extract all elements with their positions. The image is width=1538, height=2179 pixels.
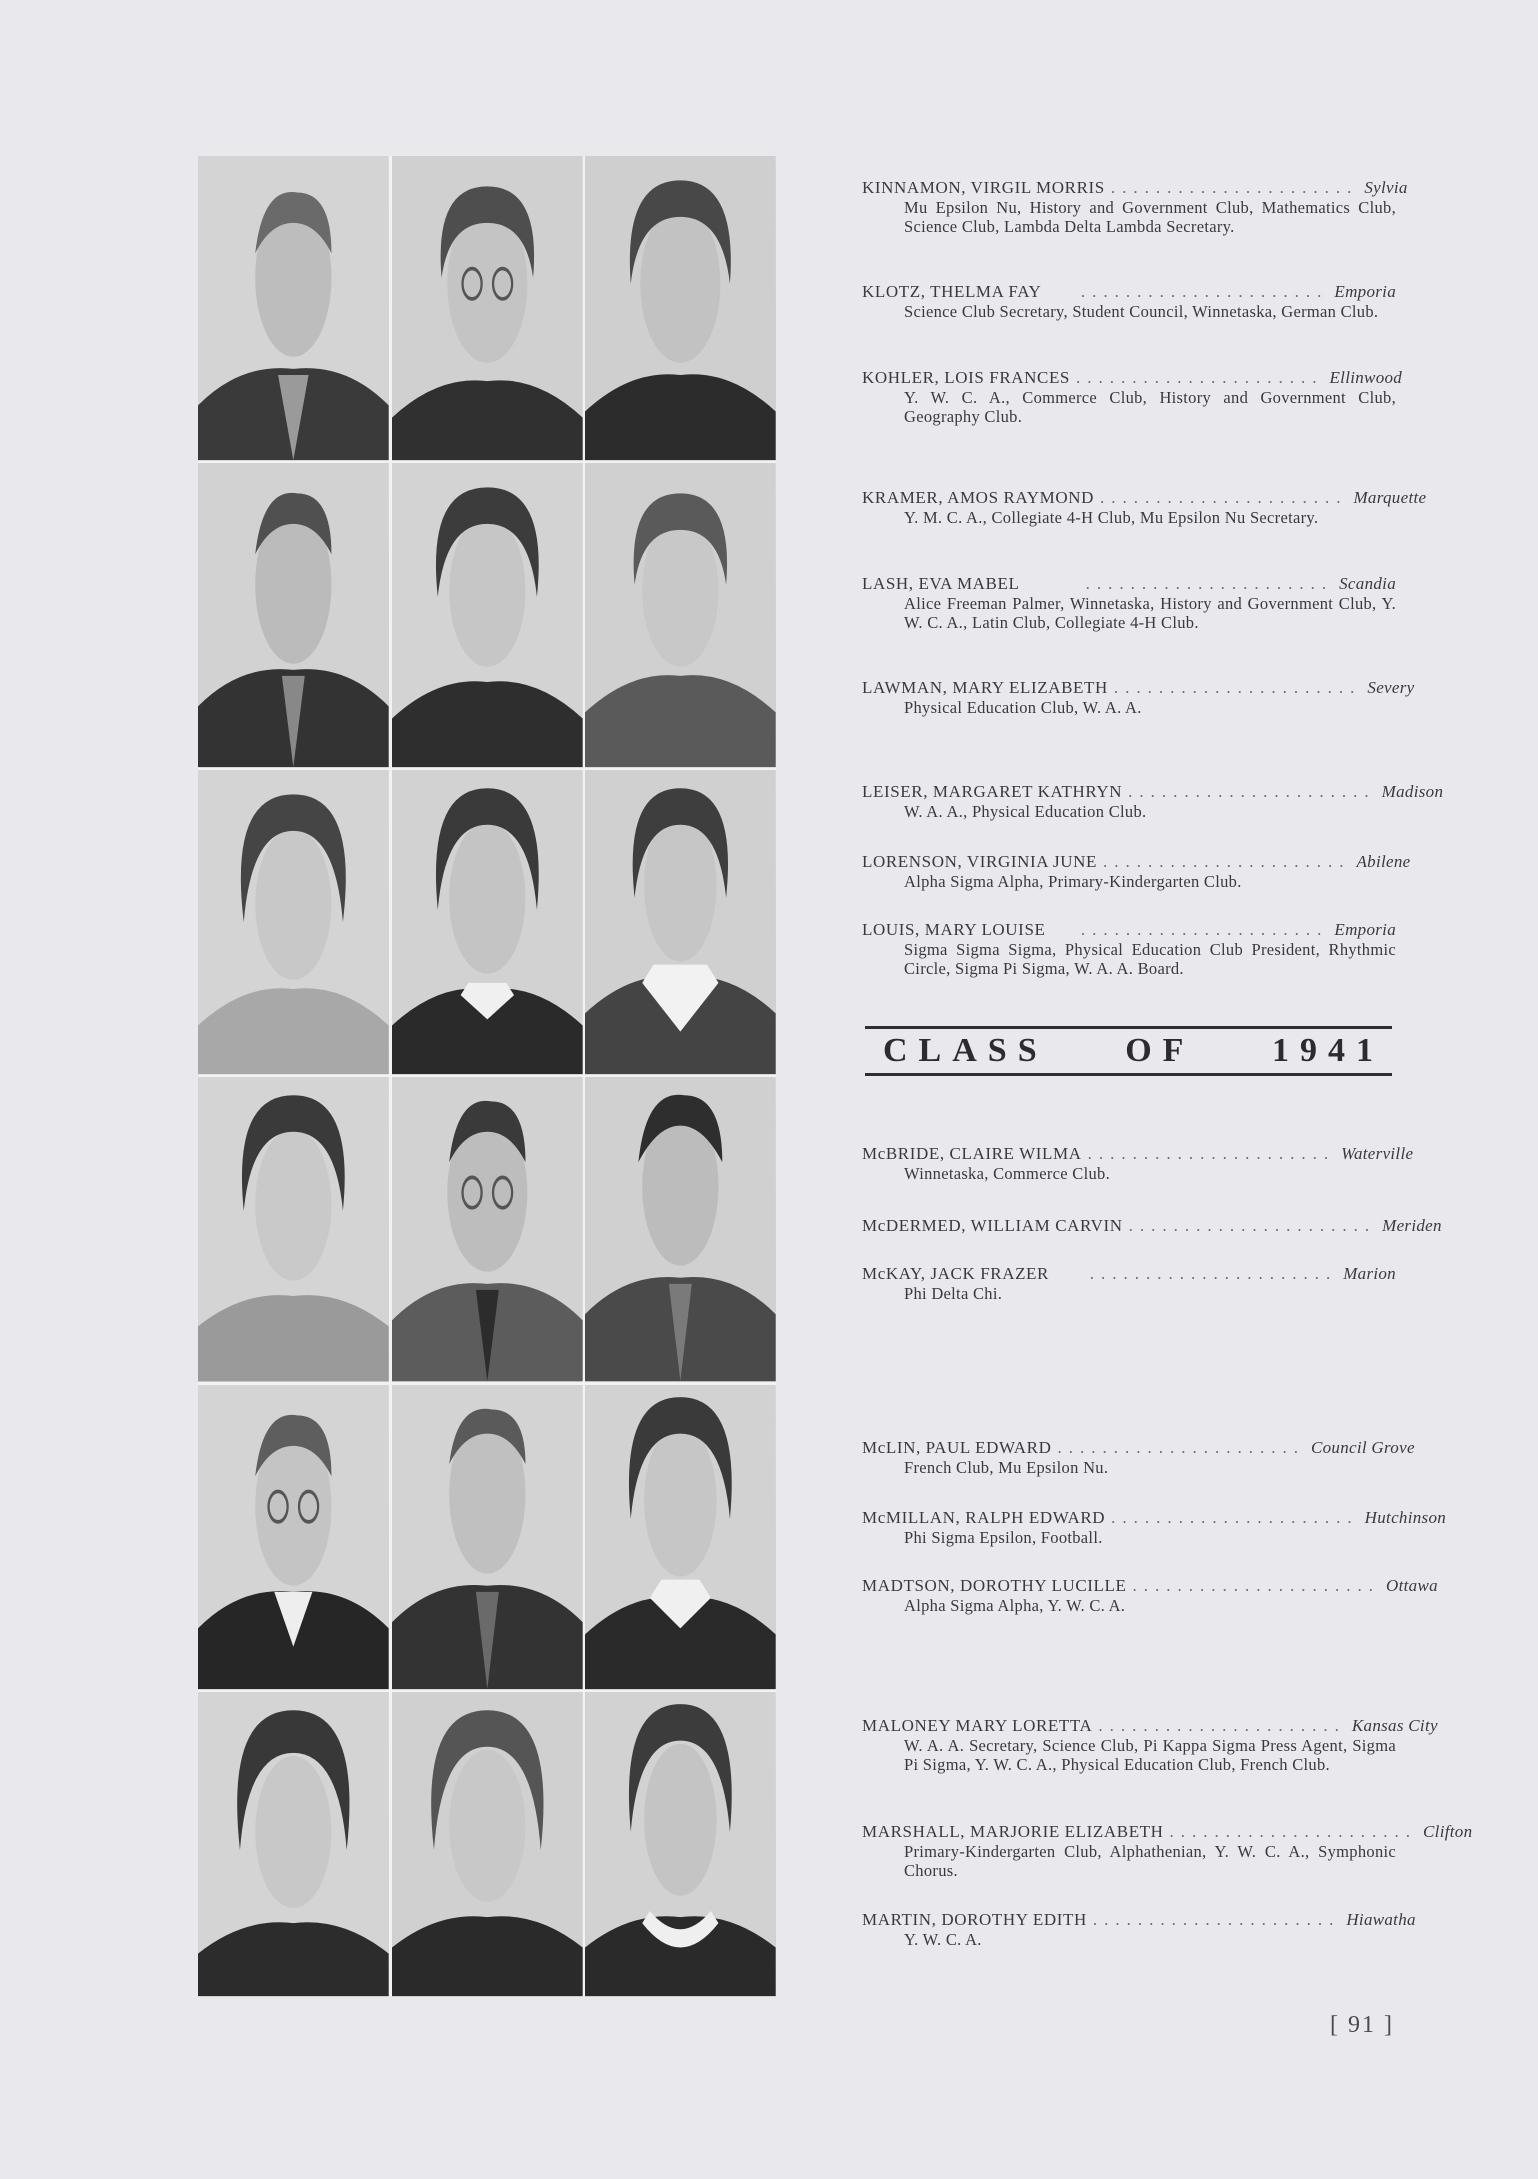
entry-louis: LOUIS, MARY LOUISE ...................... Emporia Sigma Sigma Sigma, Physical Education Club President, Rhythmic Circle, Sigma Pi Sigma, W. A. A. Board. xyxy=(862,920,1396,978)
entry-mckay: McKAY, JACK FRAZER ...................... Marion Phi Delta Chi. xyxy=(862,1264,1396,1303)
student-activities: Y. M. C. A., Collegiate 4-H Club, Mu Epsilon Nu Secretary. xyxy=(904,508,1319,527)
entry-lash: LASH, EVA MABEL ...................... Scandia Alice Freeman Palmer, Winnetaska, History and Government Club, Y. W. C. A., Latin Club, Collegiate 4-H Club. xyxy=(862,574,1396,632)
portrait-mcbride xyxy=(198,1077,389,1381)
student-activities: Phi Delta Chi. xyxy=(904,1284,1003,1303)
woman-portrait-icon xyxy=(585,1692,776,1996)
portrait-madtson xyxy=(585,1385,776,1689)
student-activities: Winnetaska, Commerce Club. xyxy=(904,1164,1111,1183)
portrait-louis xyxy=(585,770,776,1074)
man-portrait-icon xyxy=(198,463,389,767)
portrait-lorenson xyxy=(392,770,583,1074)
entry-mcdermed: McDERMED, WILLIAM CARVIN ...................... Meriden xyxy=(862,1216,1442,1235)
student-name: KINNAMON, VIRGIL MORRIS xyxy=(862,178,1105,197)
entry-marshall: MARSHALL, MARJORIE ELIZABETH ...................... Clifton Primary-Kindergarten Club, Alphathenian, Y. W. C. A., Symphonic Chorus. xyxy=(862,1822,1473,1880)
portrait-mcdermed xyxy=(392,1077,583,1381)
student-activities: Science Club Secretary, Student Council, Winnetaska, German Club. xyxy=(904,302,1379,321)
man-portrait-icon xyxy=(392,1385,583,1689)
student-hometown: Hutchinson xyxy=(1364,1508,1447,1527)
portrait-mcmillan xyxy=(392,1385,583,1689)
portrait-klotz xyxy=(392,156,583,460)
woman-portrait-icon xyxy=(392,156,583,460)
woman-portrait-icon xyxy=(198,770,389,1074)
class-heading-year: 1941 xyxy=(1271,1032,1384,1069)
entry-mcmillan: McMILLAN, RALPH EDWARD ...................... Hutchinson Phi Sigma Epsilon, Football. xyxy=(862,1508,1447,1547)
portrait-lash xyxy=(392,463,583,767)
portrait-mckay xyxy=(585,1077,776,1381)
student-hometown: Severy xyxy=(1367,678,1415,697)
entry-martin: MARTIN, DOROTHY EDITH ...................... Hiawatha Y. W. C. A. xyxy=(862,1910,1416,1949)
student-name: LEISER, MARGARET KATHRYN xyxy=(862,782,1123,801)
student-hometown: Waterville xyxy=(1341,1144,1414,1163)
student-activities: Alpha Sigma Alpha, Primary-Kindergarten Club. xyxy=(904,872,1242,891)
student-activities: W. A. A., Physical Education Club. xyxy=(904,802,1147,821)
student-name: MALONEY MARY LORETTA xyxy=(862,1716,1093,1735)
portrait-kohler xyxy=(585,156,776,460)
entry-leiser: LEISER, MARGARET KATHRYN ...................... Madison W. A. A., Physical Education Club. xyxy=(862,782,1444,821)
portrait-maloney xyxy=(198,1692,389,1996)
woman-portrait-icon xyxy=(585,463,776,767)
student-name: LOUIS, MARY LOUISE xyxy=(862,920,1046,939)
student-name: McKAY, JACK FRAZER xyxy=(862,1264,1049,1283)
student-activities: Alice Freeman Palmer, Winnetaska, History and Government Club, Y. W. C. A., Latin Club, Collegiate 4-H Club. xyxy=(904,594,1396,632)
entry-kohler: KOHLER, LOIS FRANCES ...................... Ellinwood Y. W. C. A., Commerce Club, History and Government Club, Geography Club. xyxy=(862,368,1403,426)
student-hometown: Abilene xyxy=(1356,852,1411,871)
student-hometown: Emporia xyxy=(1334,282,1396,301)
student-hometown: Sylvia xyxy=(1364,178,1408,197)
man-portrait-icon xyxy=(392,1077,583,1381)
woman-portrait-icon xyxy=(392,770,583,1074)
student-name: MADTSON, DOROTHY LUCILLE xyxy=(862,1576,1127,1595)
woman-portrait-icon xyxy=(392,1692,583,1996)
man-portrait-icon xyxy=(198,156,389,460)
student-hometown: Council Grove xyxy=(1310,1438,1415,1457)
class-heading xyxy=(865,1026,1392,1076)
woman-portrait-icon xyxy=(392,463,583,767)
student-activities: Y. W. C. A. xyxy=(904,1930,982,1949)
student-hometown: Scandia xyxy=(1339,574,1396,593)
student-name: McDERMED, WILLIAM CARVIN xyxy=(862,1216,1123,1235)
student-hometown: Madison xyxy=(1381,782,1444,801)
man-portrait-icon xyxy=(585,1077,776,1381)
entry-mclin: McLIN, PAUL EDWARD ...................... Council Grove French Club, Mu Epsilon Nu. xyxy=(862,1438,1415,1477)
student-activities: French Club, Mu Epsilon Nu. xyxy=(904,1458,1109,1477)
student-name: McBRIDE, CLAIRE WILMA xyxy=(862,1144,1082,1163)
portrait-kinnamon xyxy=(198,156,389,460)
portrait-marshall xyxy=(392,1692,583,1996)
class-heading-word: OF xyxy=(1125,1032,1195,1069)
portrait-lawman xyxy=(585,463,776,767)
entry-klotz: KLOTZ, THELMA FAY ...................... Emporia Science Club Secretary, Student Council, Winnetaska, German Club. xyxy=(862,282,1396,321)
student-name: MARTIN, DOROTHY EDITH xyxy=(862,1910,1087,1929)
woman-portrait-icon xyxy=(585,1385,776,1689)
portrait-kramer xyxy=(198,463,389,767)
student-hometown: Kansas City xyxy=(1351,1716,1438,1735)
woman-portrait-icon xyxy=(198,1692,389,1996)
student-hometown: Clifton xyxy=(1423,1822,1473,1841)
page-number: [ 91 ] xyxy=(1330,2012,1394,2038)
student-activities: Alpha Sigma Alpha, Y. W. C. A. xyxy=(904,1596,1126,1615)
portrait-leiser xyxy=(198,770,389,1074)
student-name: MARSHALL, MARJORIE ELIZABETH xyxy=(862,1822,1164,1841)
entry-kinnamon: KINNAMON, VIRGIL MORRIS ...................... Sylvia Mu Epsilon Nu, History and Government Club, Mathematics Club, Science Club, Lambda Delta Lambda Secretary. xyxy=(862,178,1408,236)
entry-lorenson: LORENSON, VIRGINIA JUNE ...................... Abilene Alpha Sigma Alpha, Primary-Kindergarten Club. xyxy=(862,852,1411,891)
woman-portrait-icon xyxy=(585,156,776,460)
entry-kramer: KRAMER, AMOS RAYMOND ...................... Marquette Y. M. C. A., Collegiate 4-H Club, Mu Epsilon Nu Secretary. xyxy=(862,488,1427,527)
student-activities: Phi Sigma Epsilon, Football. xyxy=(904,1528,1103,1547)
entry-maloney: MALONEY MARY LORETTA ...................... Kansas City W. A. A. Secretary, Science Club, Pi Kappa Sigma Press Agent, Sigma Pi Sigma, Y. W. C. A., Physical Education Club, French Club. xyxy=(862,1716,1438,1774)
student-hometown: Ellinwood xyxy=(1329,368,1403,387)
entry-lawman: LAWMAN, MARY ELIZABETH ...................... Severy Physical Education Club, W. A. A. xyxy=(862,678,1415,717)
student-name: LORENSON, VIRGINIA JUNE xyxy=(862,852,1097,871)
student-name: McMILLAN, RALPH EDWARD xyxy=(862,1508,1106,1527)
student-name: LAWMAN, MARY ELIZABETH xyxy=(862,678,1108,697)
student-activities: Physical Education Club, W. A. A. xyxy=(904,698,1142,717)
student-activities: Mu Epsilon Nu, History and Government Club, Mathematics Club, Science Club, Lambda Delta Lambda Secretary. xyxy=(904,198,1396,236)
portrait-martin xyxy=(585,1692,776,1996)
student-name: KLOTZ, THELMA FAY xyxy=(862,282,1042,301)
student-hometown: Emporia xyxy=(1334,920,1396,939)
woman-portrait-icon xyxy=(198,1077,389,1381)
entry-mcbride: McBRIDE, CLAIRE WILMA ...................... Waterville Winnetaska, Commerce Club. xyxy=(862,1144,1414,1183)
class-heading-word: CLASS xyxy=(883,1032,1048,1069)
student-name: LASH, EVA MABEL xyxy=(862,574,1020,593)
student-hometown: Marquette xyxy=(1353,488,1427,507)
student-activities: Y. W. C. A., Commerce Club, History and Government Club, Geography Club. xyxy=(904,388,1396,426)
portrait-mclin xyxy=(198,1385,389,1689)
student-name: McLIN, PAUL EDWARD xyxy=(862,1438,1052,1457)
student-name: KOHLER, LOIS FRANCES xyxy=(862,368,1070,387)
portrait-grid xyxy=(198,156,776,1996)
man-portrait-icon xyxy=(198,1385,389,1689)
student-hometown: Marion xyxy=(1343,1264,1396,1283)
student-hometown: Meriden xyxy=(1382,1216,1442,1235)
student-hometown: Ottawa xyxy=(1386,1576,1438,1595)
student-activities: Primary-Kindergarten Club, Alphathenian, Y. W. C. A., Symphonic Chorus. xyxy=(904,1842,1396,1880)
student-hometown: Hiawatha xyxy=(1346,1910,1416,1929)
student-name: KRAMER, AMOS RAYMOND xyxy=(862,488,1094,507)
entry-madtson: MADTSON, DOROTHY LUCILLE ...................... Ottawa Alpha Sigma Alpha, Y. W. C. A. xyxy=(862,1576,1438,1615)
student-activities: W. A. A. Secretary, Science Club, Pi Kappa Sigma Press Agent, Sigma Pi Sigma, Y. W. C. A., Physical Education Club, French Club. xyxy=(904,1736,1396,1774)
woman-portrait-icon xyxy=(585,770,776,1074)
student-activities: Sigma Sigma Sigma, Physical Education Club President, Rhythmic Circle, Sigma Pi Sigma, W. A. A. Board. xyxy=(904,940,1396,978)
